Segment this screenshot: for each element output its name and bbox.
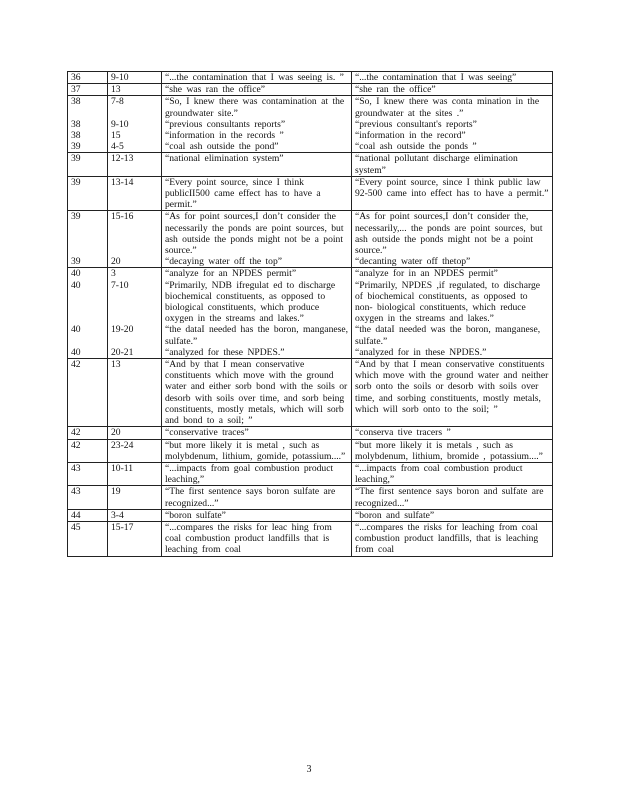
row-corrected-text: “...compares the risks for leaching from coal combustion product landfills, that is leaching from coal (352, 521, 553, 556)
row-line: 9-10 (108, 119, 162, 130)
row-page: 40 (68, 280, 108, 325)
row-page: 37 (68, 84, 108, 96)
row-corrected-text: “she ran the office” (352, 84, 553, 96)
row-original-text: “Primarily, NDB ifregulat ed to discharge biochemical constituents, as opposed to biological constituents, which produce oxygen in the streams and lakes.” (162, 280, 352, 325)
row-corrected-text: “analyzed for in these NPDES.” (352, 347, 553, 359)
errata-table-container (67, 71, 552, 557)
row-line: 7-10 (108, 280, 162, 325)
table-row (68, 256, 553, 268)
row-corrected-text: “conserva tive tracers ” (352, 427, 553, 439)
row-corrected-text: “So, I knew there was conta mination in the groundwater at the sites .” (352, 96, 553, 119)
row-original-text: “And by that I mean conservative constituents which move with the ground water and either sorb bond with the soils or desorb with soils over time, and sorb being constituents, mostly metals, which will sorb and bond to a soil; ” (162, 359, 352, 427)
row-page: 42 (68, 439, 108, 462)
row-corrected-text: “And by that I mean conservative constituents which move with the ground water and neither sorb onto the soils or desorb with soils over time, and sorbing constituents, mostly metals, which will sorb onto to the soil; ” (352, 359, 553, 427)
row-page: 39 (68, 211, 108, 256)
row-original-text: “...compares the risks for leac hing from coal combustion product landfills that is leaching from coal (162, 521, 352, 556)
row-corrected-text: “the dataI needed was the boron, manganese, sulfate.” (352, 324, 553, 346)
table-row (68, 84, 553, 96)
row-original-text: “the dataI needed has the boron, manganese, sulfate.” (162, 324, 352, 346)
row-page: 36 (68, 72, 108, 84)
row-line: 19 (108, 486, 162, 509)
row-corrected-text: “but more likely it is metals , such as molybdenum, lithium, bromide , potassium....” (352, 439, 553, 462)
row-line: 15 (108, 130, 162, 141)
row-page: 38 (68, 130, 108, 141)
row-page: 42 (68, 359, 108, 427)
table-row (68, 359, 553, 427)
row-original-text: “coal ash outside the pond” (162, 141, 352, 153)
row-corrected-text: “Primarily, NPDES ,if regulated, to discharge of biochemical constituents, as opposed to non- biological constituents, which reduce oxygen in the streams and lakes.” (352, 280, 553, 325)
row-line: 3-4 (108, 509, 162, 521)
row-original-text: “analyzed for these NPDES.” (162, 347, 352, 359)
row-line: 15-17 (108, 521, 162, 556)
table-row (68, 521, 553, 556)
row-original-text: “but more likely it is metal , such as molybdenum, lithium, gomide, potassium....” (162, 439, 352, 462)
row-line: 7-8 (108, 96, 162, 119)
table-row (68, 130, 553, 141)
row-corrected-text: “decanting water off thetop” (352, 256, 553, 268)
table-row (68, 427, 553, 439)
row-corrected-text: “The first sentence says boron and sulfate are recognized...” (352, 486, 553, 509)
table-row (68, 347, 553, 359)
errata-table (67, 71, 553, 557)
row-corrected-text: “boron and sulfate” (352, 509, 553, 521)
row-line: 4-5 (108, 141, 162, 153)
row-original-text: “she was ran the office” (162, 84, 352, 96)
row-original-text: “previous consultants reports” (162, 119, 352, 130)
row-page: 40 (68, 324, 108, 346)
row-original-text: “analyze for an NPDES permit” (162, 268, 352, 280)
row-corrected-text: “analyze for in an NPDES permit” (352, 268, 553, 280)
row-original-text: “So, I knew there was contamination at the groundwater site.” (162, 96, 352, 119)
row-page: 45 (68, 521, 108, 556)
row-original-text: “conservative traces” (162, 427, 352, 439)
row-corrected-text: “...the contamination that I was seeing” (352, 72, 553, 84)
row-corrected-text: “national pollutant discharge elimination system” (352, 153, 553, 176)
row-page: 38 (68, 119, 108, 130)
row-corrected-text: “As for point sources,I don’t consider the, necessarily,... the ponds are point sources, but ash outside the ponds might not be a point source.” (352, 211, 553, 256)
row-line: 10-11 (108, 462, 162, 485)
row-line: 20 (108, 256, 162, 268)
row-line: 15-16 (108, 211, 162, 256)
row-page: 39 (68, 176, 108, 211)
row-line: 23-24 (108, 439, 162, 462)
row-line: 9-10 (108, 72, 162, 84)
row-original-text: “As for point sources,I don’t consider the necessarily the ponds are point sources, but ash outside the ponds might not be a point source.” (162, 211, 352, 256)
row-page: 40 (68, 268, 108, 280)
row-page: 40 (68, 347, 108, 359)
row-original-text: “boron sulfate” (162, 509, 352, 521)
table-row (68, 462, 553, 485)
row-original-text: “national elimination system” (162, 153, 352, 176)
table-row (68, 439, 553, 462)
row-line: 12-13 (108, 153, 162, 176)
row-original-text: “Every point source, since I think publicII500 came effect has to have a permit.” (162, 176, 352, 211)
table-row (68, 211, 553, 256)
table-row (68, 324, 553, 346)
table-row (68, 141, 553, 153)
row-corrected-text: “coal ash outside the ponds ” (352, 141, 553, 153)
row-corrected-text: “previous consultant's reports” (352, 119, 553, 130)
row-page: 43 (68, 486, 108, 509)
table-row (68, 119, 553, 130)
row-line: 3 (108, 268, 162, 280)
table-row (68, 509, 553, 521)
row-line: 13 (108, 84, 162, 96)
row-line: 13-14 (108, 176, 162, 211)
row-page: 43 (68, 462, 108, 485)
row-line: 19-20 (108, 324, 162, 346)
row-page: 39 (68, 256, 108, 268)
table-row (68, 72, 553, 84)
row-line: 20 (108, 427, 162, 439)
page-number: 3 (306, 764, 312, 775)
row-original-text: “decaying water off the top” (162, 256, 352, 268)
row-line: 20-21 (108, 347, 162, 359)
table-row (68, 268, 553, 280)
row-page: 38 (68, 96, 108, 119)
row-corrected-text: “Every point source, since I think public law 92-500 came into effect has to have a permit.” (352, 176, 553, 211)
row-page: 39 (68, 153, 108, 176)
row-corrected-text: “...impacts from coal combustion product leaching,” (352, 462, 553, 485)
row-page: 39 (68, 141, 108, 153)
row-original-text: “...impacts from goal combustion product leaching,” (162, 462, 352, 485)
table-row (68, 280, 553, 325)
row-line: 13 (108, 359, 162, 427)
row-page: 44 (68, 509, 108, 521)
row-original-text: “The first sentence says boron sulfate are recognized...” (162, 486, 352, 509)
row-page: 42 (68, 427, 108, 439)
row-corrected-text: “information in the record” (352, 130, 553, 141)
table-row (68, 153, 553, 176)
row-original-text: “...the contamination that I was seeing is. ” (162, 72, 352, 84)
errata-table-body (68, 72, 553, 557)
table-row (68, 176, 553, 211)
table-row (68, 96, 553, 119)
table-row (68, 486, 553, 509)
row-original-text: “information in the records ” (162, 130, 352, 141)
